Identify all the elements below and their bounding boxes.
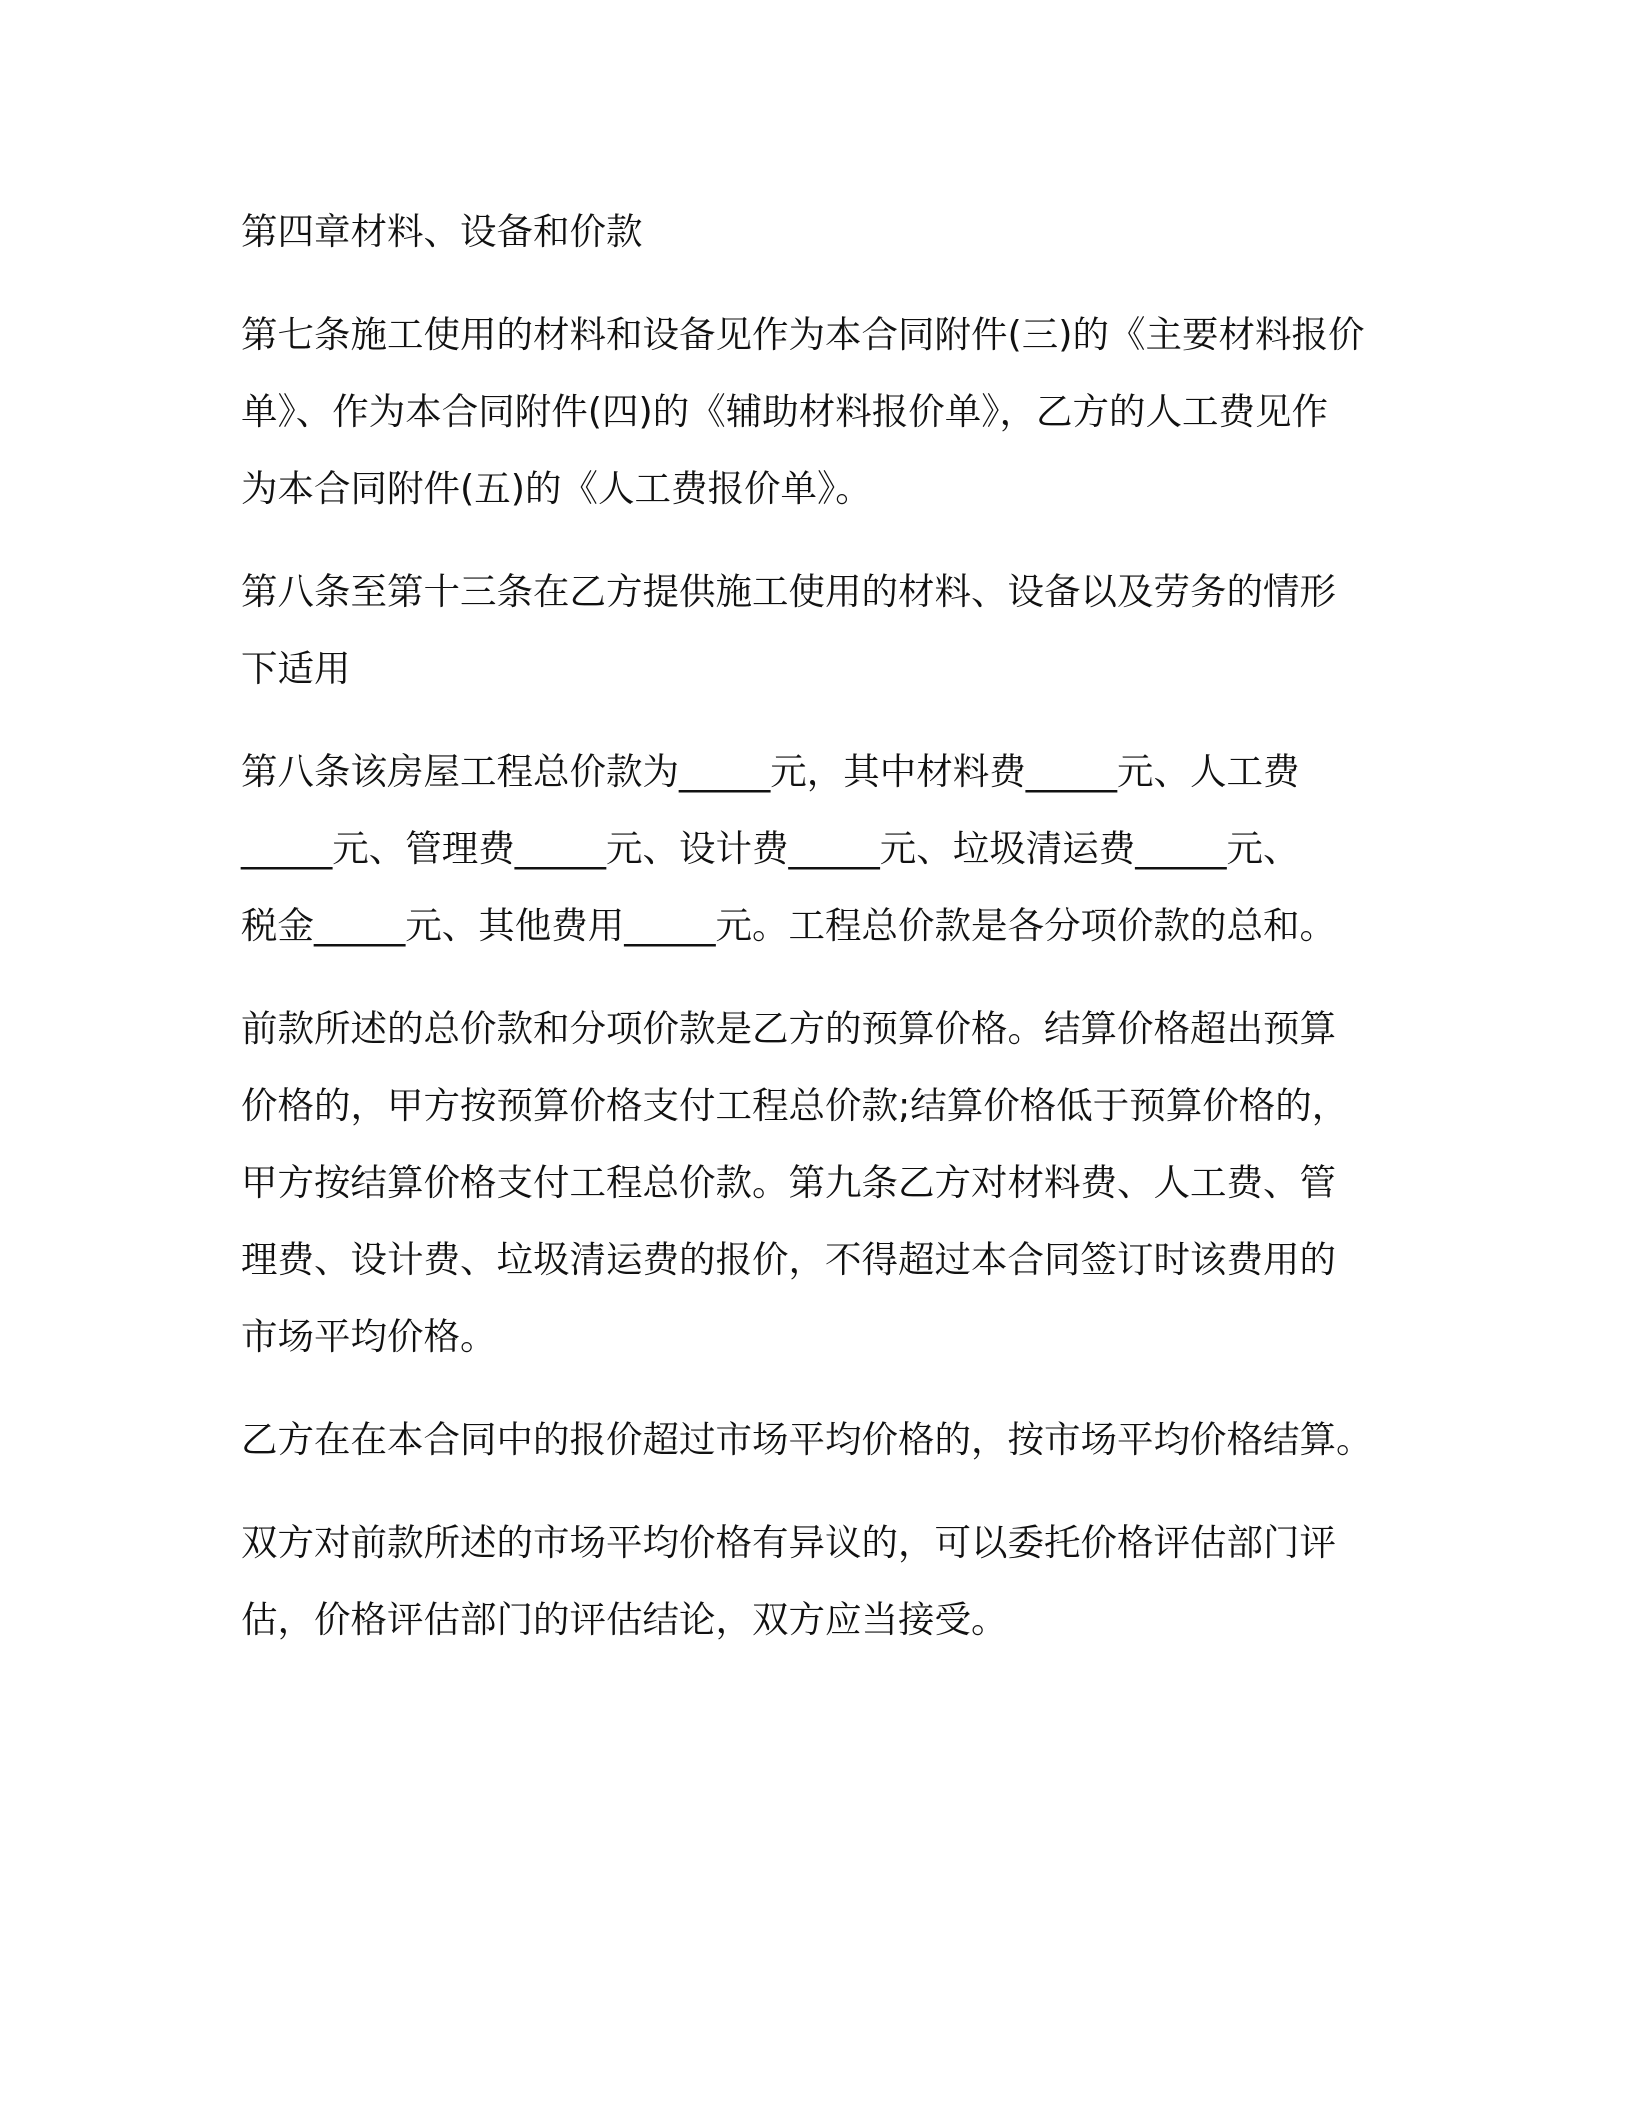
- text-line: 双方对前款所述的市场平均价格有异议的，可以委托价格评估部门评: [241, 1521, 1336, 1564]
- paragraph-budget-price: [241, 990, 1396, 1375]
- text-line: 第八条至第十三条在乙方提供施工使用的材料、设备以及劳务的情形: [241, 570, 1336, 613]
- text-line: 下适用: [241, 647, 351, 690]
- text-line: 第四章材料、设备和价款: [241, 210, 643, 253]
- chapter-heading: [241, 193, 1396, 270]
- text-line: 单》、作为本合同附件(四)的《辅助材料报价单》，乙方的人工费见作: [241, 390, 1328, 433]
- text-line: 第八条该房屋工程总价款为_____元，其中材料费_____元、人工费: [241, 750, 1300, 793]
- paragraph-market-price: [241, 1401, 1396, 1478]
- paragraph-article-8: [241, 733, 1396, 964]
- text-line: 乙方在在本合同中的报价超过市场平均价格的，按市场平均价格结算。: [241, 1418, 1373, 1461]
- paragraph-scope: [241, 553, 1396, 707]
- text-line: 前款所述的总价款和分项价款是乙方的预算价格。结算价格超出预算: [241, 1007, 1336, 1050]
- text-line: 第七条施工使用的材料和设备见作为本合同附件(三)的《主要材料报价: [241, 313, 1365, 356]
- text-line: 理费、设计费、垃圾清运费的报价，不得超过本合同签订时该费用的: [241, 1238, 1336, 1281]
- text-line: 市场平均价格。: [241, 1315, 497, 1358]
- text-line: 为本合同附件(五)的《人工费报价单》。: [241, 467, 872, 510]
- text-line: 估，价格评估部门的评估结论，双方应当接受。: [241, 1598, 1008, 1641]
- text-line: 甲方按结算价格支付工程总价款。第九条乙方对材料费、人工费、管: [241, 1161, 1336, 1204]
- document-body: [241, 193, 1396, 1684]
- text-line: _____元、管理费_____元、设计费_____元、垃圾清运费_____元、: [241, 827, 1300, 870]
- paragraph-dispute: [241, 1504, 1396, 1658]
- paragraph-article-7: [241, 296, 1396, 527]
- text-line: 税金_____元、其他费用_____元。工程总价款是各分项价款的总和。: [241, 904, 1336, 947]
- text-line: 价格的，甲方按预算价格支付工程总价款;结算价格低于预算价格的，: [241, 1084, 1349, 1127]
